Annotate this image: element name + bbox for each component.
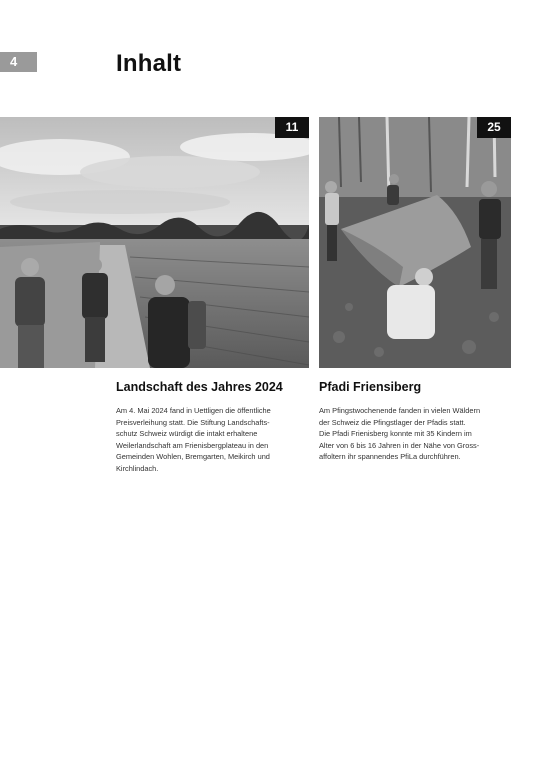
page-reference[interactable]: 25 (477, 117, 511, 138)
article-title[interactable]: Pfadi Friensiberg (319, 380, 422, 394)
pfadi-image (319, 117, 511, 368)
page-reference[interactable]: 11 (275, 117, 309, 138)
article-text: Am 4. Mai 2024 fand in Uettligen die öffentliche Preisverleihung statt. Die Stiftung Landschafts- schutz Schweiz würdigt die intakt erhaltene Weilerlandschaft am Frienisbergplateau in den Gemeinden Wohlen, Bremgarten, Meikirch und Kirchlindach. (116, 406, 271, 473)
page-number: 4 (0, 52, 37, 72)
landscape-image (0, 117, 309, 368)
article-title[interactable]: Landschaft des Jahres 2024 (116, 380, 283, 394)
article-pfadi[interactable] (319, 117, 511, 463)
article-text: Am Pfingstwochenende fanden in vielen Wäldern der Schweiz die Pfingstlager der Pfadis statt. Die Pfadi Frienisberg konnte mit 35 Kindern im Alter von 6 bis 16 Jahren in der Nähe von Gross- affoltern ihr spannendes PfiLa durchführen. (319, 406, 481, 462)
landscape-photo[interactable] (0, 117, 309, 368)
page-title: Inhalt (116, 50, 182, 77)
pfadi-photo[interactable] (319, 117, 511, 368)
article-landscape[interactable] (0, 117, 309, 475)
